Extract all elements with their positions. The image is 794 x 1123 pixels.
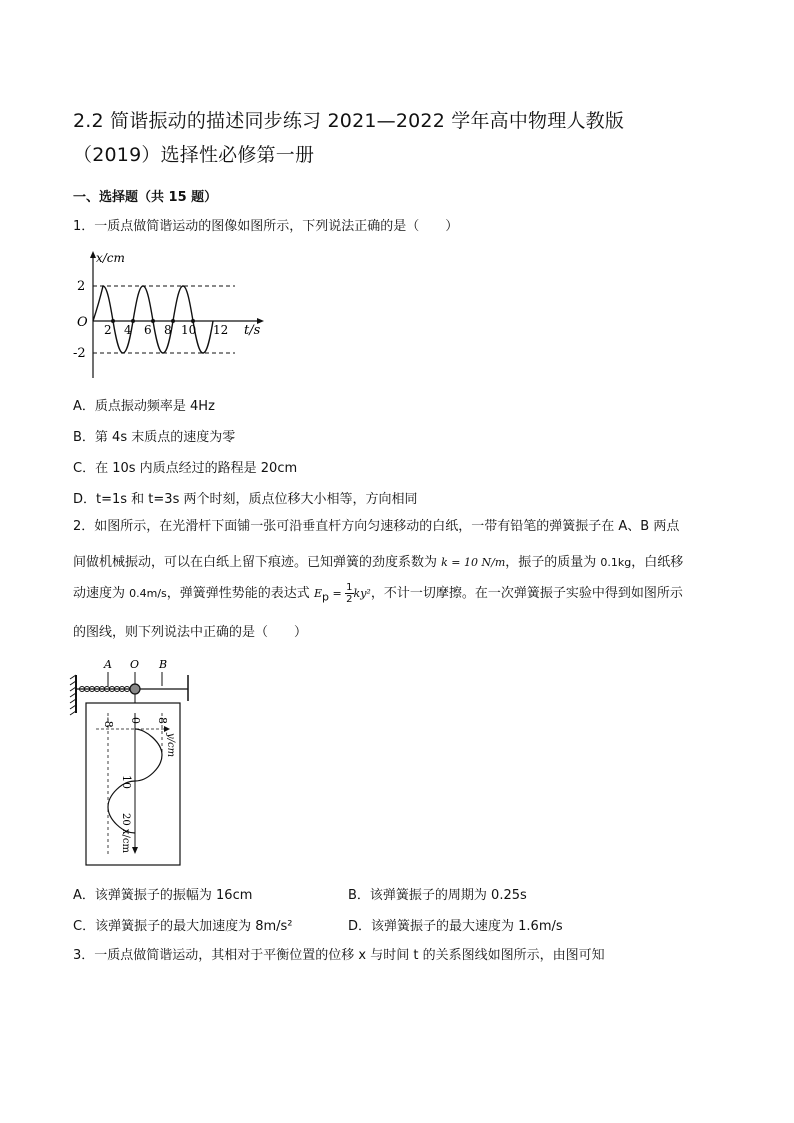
fraction-numerator: 1 bbox=[346, 582, 353, 593]
y-tick-neg2: -2 bbox=[73, 346, 86, 361]
q2-option-c: C．该弹簧振子的最大加速度为 8m/s² bbox=[73, 919, 293, 934]
document-title bbox=[73, 104, 624, 172]
question-1-stem: 1．一质点做简谐运动的图像如图所示，下列说法正确的是（ ） bbox=[73, 219, 459, 234]
q2-text-3c: ，不计一切摩擦。在一次弹簧振子实验中得到如图所示 bbox=[370, 586, 683, 601]
x-end-label: 20 x/cm bbox=[120, 813, 131, 853]
q2-text-3a: 动速度为 bbox=[73, 586, 130, 601]
q1-option-a: A．质点振动频率是 4Hz bbox=[73, 399, 215, 414]
x-mid-label: 10 bbox=[120, 775, 133, 789]
section-heading: 一、选择题（共 15 题） bbox=[73, 190, 218, 205]
fraction-denominator: 2 bbox=[346, 594, 353, 605]
q2-text-3b: ，弹簧弹性势能的表达式 bbox=[166, 586, 314, 601]
q1-option-d: D．t=1s 和 t=3s 两个时刻，质点位移大小相等，方向相同 bbox=[73, 492, 418, 507]
origin-label: O bbox=[77, 315, 88, 330]
q2-line-1: 2．如图所示，在光滑杆下面铺一张可沿垂直杆方向匀速移动的白纸，一带有铅笔的弹簧振子在 A、B 两点 bbox=[73, 519, 680, 534]
x-tick-2: 2 bbox=[104, 323, 112, 337]
oscillator-ball bbox=[130, 684, 140, 694]
fraction-half bbox=[345, 582, 353, 605]
x-tick-8: 8 bbox=[164, 323, 172, 337]
y-axis-arrow bbox=[164, 726, 170, 732]
x-tick-6: 6 bbox=[144, 323, 152, 337]
title-line-2: （2019）选择性必修第一册 bbox=[73, 144, 315, 166]
label-o: O bbox=[130, 658, 140, 671]
q1-option-c: C．在 10s 内质点经过的路程是 20cm bbox=[73, 461, 298, 476]
q1-option-b: B．第 4s 末质点的速度为零 bbox=[73, 430, 236, 445]
q2-option-b: B．该弹簧振子的周期为 0.25s bbox=[348, 888, 527, 903]
label-a: A bbox=[104, 658, 112, 671]
q2-line-3 bbox=[73, 582, 723, 609]
ep-equals: = bbox=[328, 587, 346, 600]
question-3-stem: 3．一质点做简谐运动，其相对于平衡位置的位移 x 与时间 t 的关系图线如图所示，由图可知 bbox=[73, 948, 605, 963]
tick-zero: 0 bbox=[129, 717, 142, 724]
q2-option-d: D．该弹簧振子的最大速度为 1.6m/s bbox=[348, 919, 563, 934]
q2-line-2 bbox=[73, 552, 723, 574]
ep-subscript: p bbox=[321, 590, 329, 604]
x-tick-10: 10 bbox=[181, 323, 197, 337]
tick-plus-8: 8 bbox=[156, 717, 169, 724]
x-tick-12: 12 bbox=[213, 323, 229, 337]
q2-text-2a: 间做机械振动，可以在白纸上留下痕迹。已知弹簧的劲度系数为 bbox=[73, 555, 442, 570]
paper-speed: 0.4m/s bbox=[129, 587, 167, 600]
q2-spring-oscillator-figure bbox=[68, 655, 198, 870]
q2-option-a: A．该弹簧振子的振幅为 16cm bbox=[73, 888, 253, 903]
y-tick-2: 2 bbox=[77, 279, 86, 294]
q2-text-2b: ，振子的质量为 bbox=[505, 555, 601, 570]
x-tick-4: 4 bbox=[124, 323, 132, 337]
q1-oscillation-graph bbox=[73, 248, 273, 388]
ep-rhs: ky² bbox=[353, 587, 371, 600]
ep-symbol: E bbox=[313, 587, 322, 600]
q2-line-4: 的图线，则下列说法中正确的是（ ） bbox=[73, 625, 308, 640]
x-axis-arrow bbox=[132, 847, 138, 854]
q2-text-2c: ，白纸移 bbox=[631, 555, 684, 570]
mass-value: 0.1kg bbox=[600, 556, 632, 569]
x-axis-label: t/s bbox=[244, 323, 261, 338]
label-b: B bbox=[159, 658, 168, 671]
y-axis-label: x/cm bbox=[96, 251, 125, 265]
y-cm-label: y/cm bbox=[165, 733, 176, 758]
spring-constant: k = 10 N/m bbox=[441, 556, 506, 569]
tick-minus-8: -8 bbox=[102, 717, 115, 728]
title-line-1: 2.2 简谐振动的描述同步练习 2021—2022 学年高中物理人教版 bbox=[73, 110, 625, 132]
